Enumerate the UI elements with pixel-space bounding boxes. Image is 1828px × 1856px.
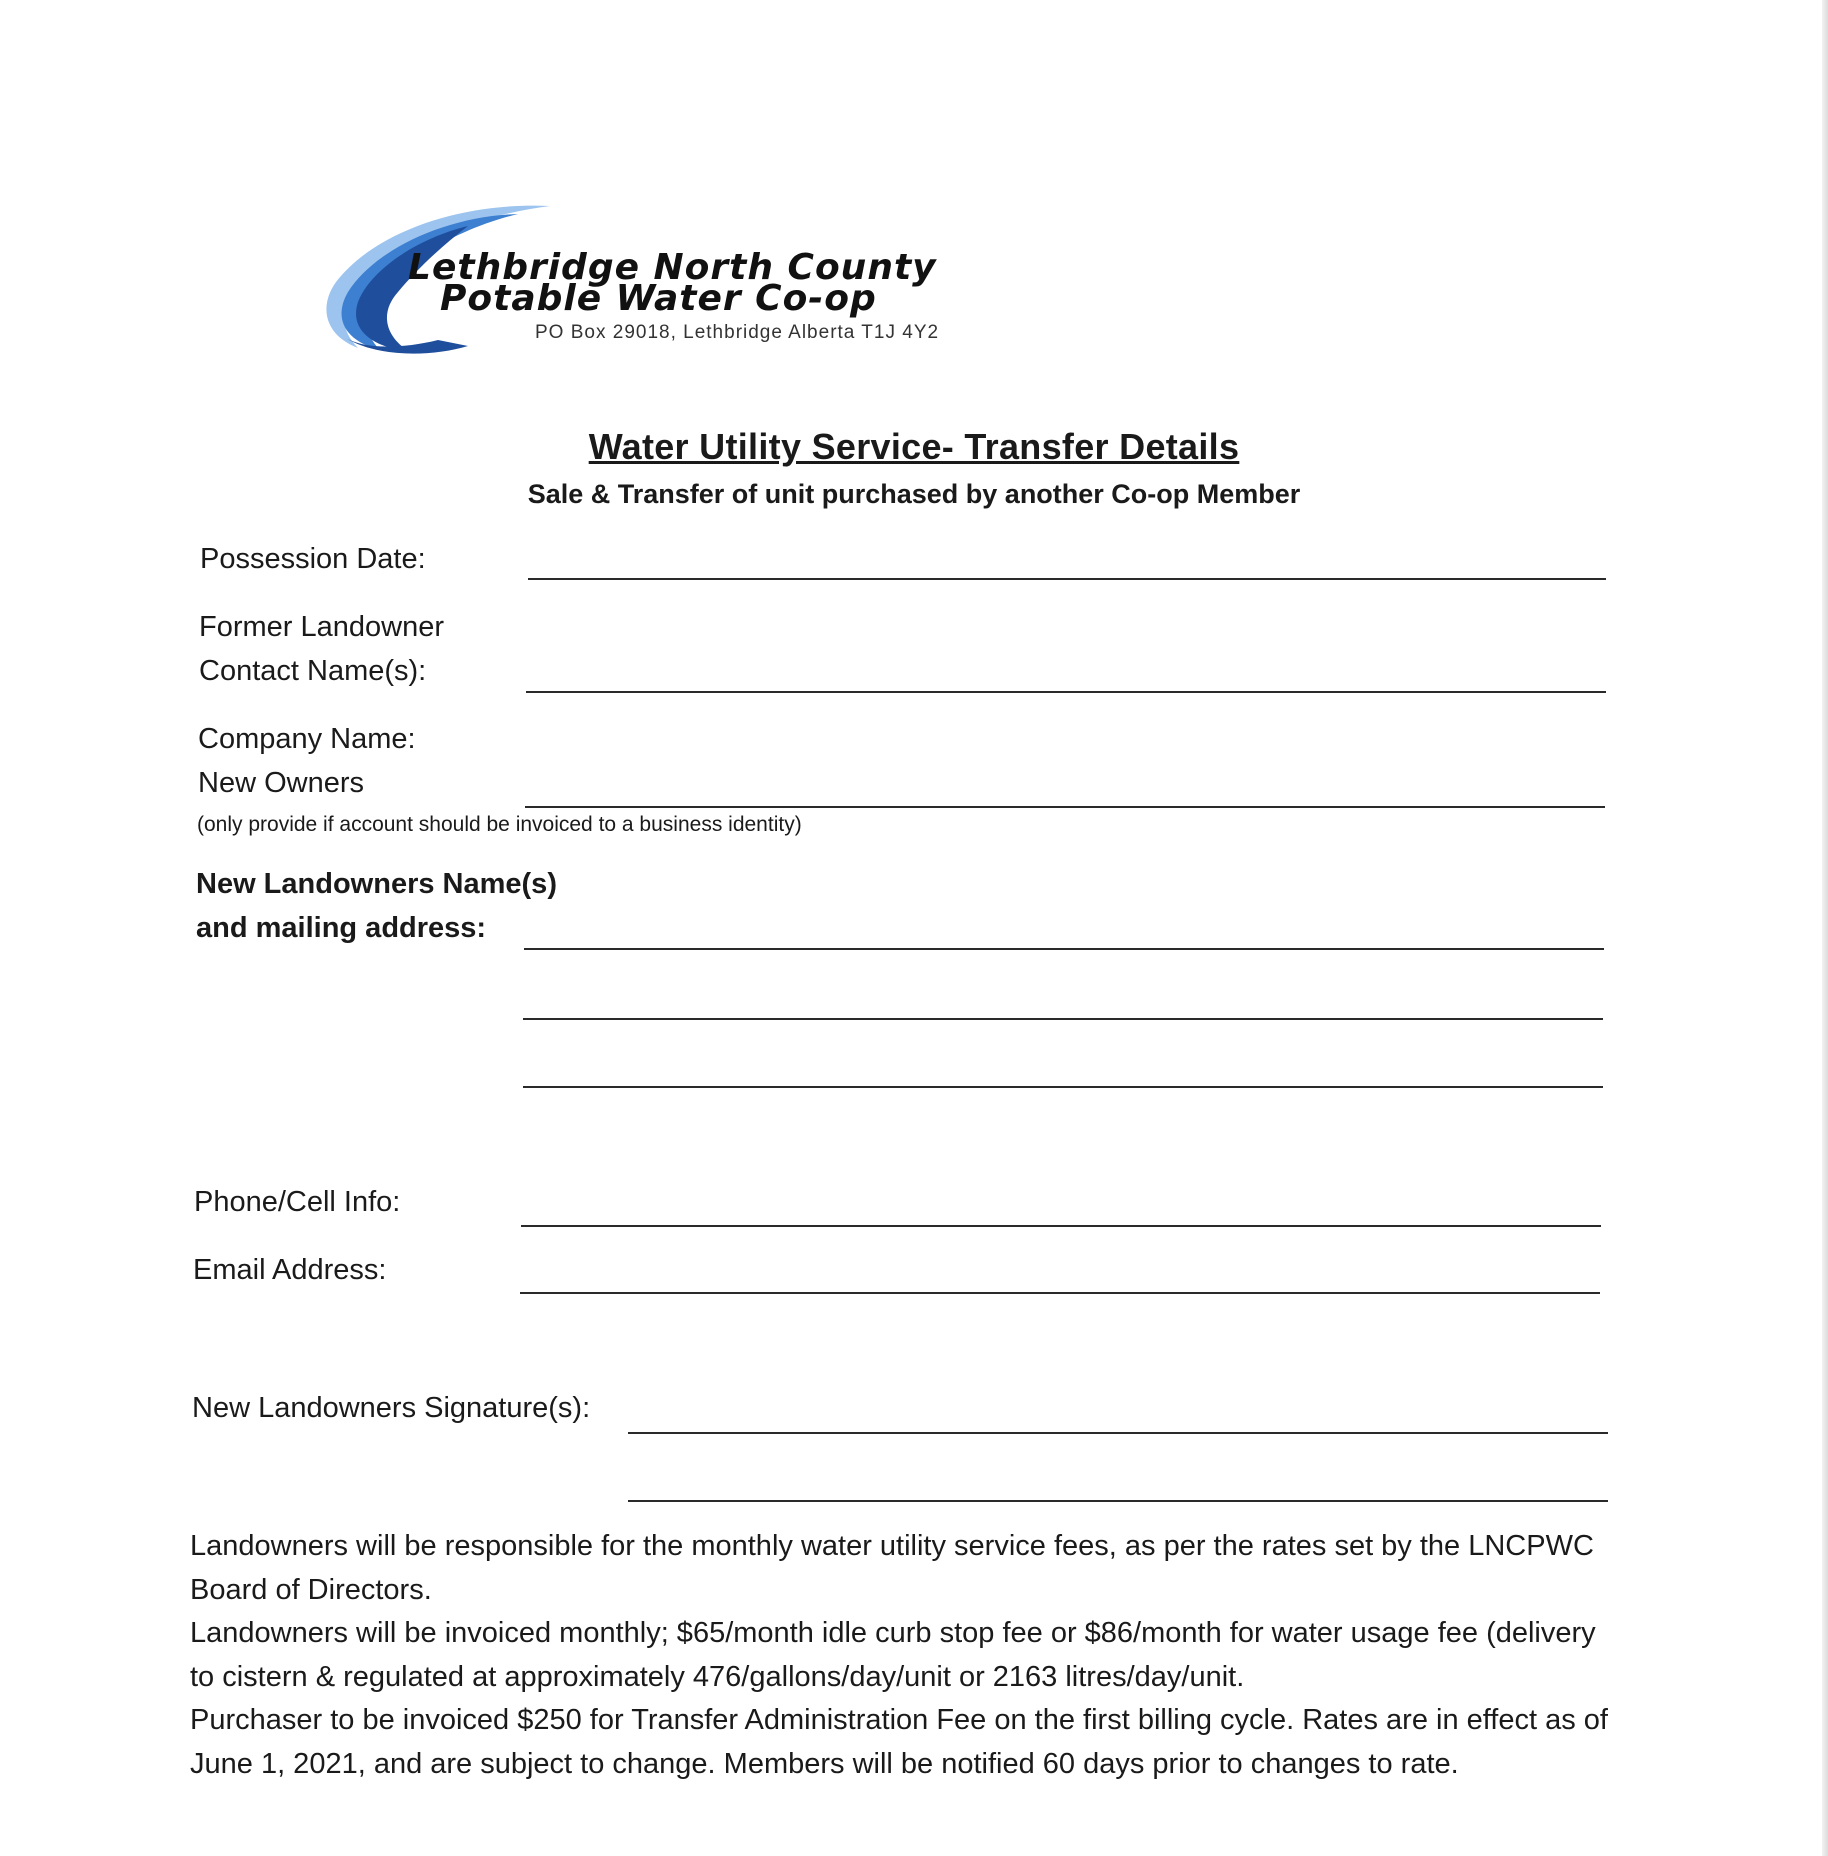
new-landowners-field-1[interactable] xyxy=(524,948,1604,950)
terms-text xyxy=(190,1525,1610,1786)
email-label: Email Address: xyxy=(193,1254,387,1286)
logo-name-line-1: Lethbridge North County xyxy=(408,247,937,288)
terms-paragraph-1: Landowners will be responsible for the monthly water utility service fees, as per the rates set by the LNCPWC Board of Directors. xyxy=(190,1530,1594,1606)
logo-address: PO Box 29018, Lethbridge Alberta T1J 4Y2 xyxy=(535,322,940,343)
former-landowner-field[interactable] xyxy=(526,691,1606,693)
company-name-label-1: Company Name: xyxy=(198,723,416,755)
new-landowners-label-2: and mailing address: xyxy=(196,912,487,944)
terms-paragraph-2: Landowners will be invoiced monthly; $65/month idle curb stop fee or $86/month for water usage fee (delivery to cistern & regulated at approximately 476/gallons/day/unit or 2163 litres/day/unit. xyxy=(190,1617,1596,1693)
page-title: Water Utility Service- Transfer Details xyxy=(588,426,1240,467)
signature-label: New Landowners Signature(s): xyxy=(192,1392,591,1424)
terms-paragraph-3: Purchaser to be invoiced $250 for Transfer Administration Fee on the first billing cycle. Rates are in effect as of June 1, 2021, and are subject to change. Members will be notified 60 days prior to changes to rate. xyxy=(190,1704,1608,1780)
possession-date-label: Possession Date: xyxy=(200,543,426,575)
phone-label: Phone/Cell Info: xyxy=(194,1186,401,1218)
signature-field-2[interactable] xyxy=(628,1500,1608,1502)
signature-field-1[interactable] xyxy=(628,1432,1608,1434)
page-edge-shadow xyxy=(1822,0,1828,1856)
page-subtitle: Sale & Transfer of unit purchased by another Co-op Member xyxy=(527,479,1301,509)
new-landowners-field-2[interactable] xyxy=(523,1018,1603,1020)
possession-date-field[interactable] xyxy=(528,578,1606,580)
phone-field[interactable] xyxy=(521,1225,1601,1227)
company-name-note: (only provide if account should be invoiced to a business identity) xyxy=(197,813,802,836)
former-landowner-label-1: Former Landowner xyxy=(199,611,444,643)
new-landowners-label-1: New Landowners Name(s) xyxy=(196,868,557,900)
email-field[interactable] xyxy=(520,1292,1600,1294)
company-name-field[interactable] xyxy=(525,806,1605,808)
new-landowners-field-3[interactable] xyxy=(523,1086,1603,1088)
logo-name-line-2: Potable Water Co-op xyxy=(440,278,877,319)
former-landowner-label-2: Contact Name(s): xyxy=(199,655,427,687)
company-name-label-2: New Owners xyxy=(198,767,364,799)
